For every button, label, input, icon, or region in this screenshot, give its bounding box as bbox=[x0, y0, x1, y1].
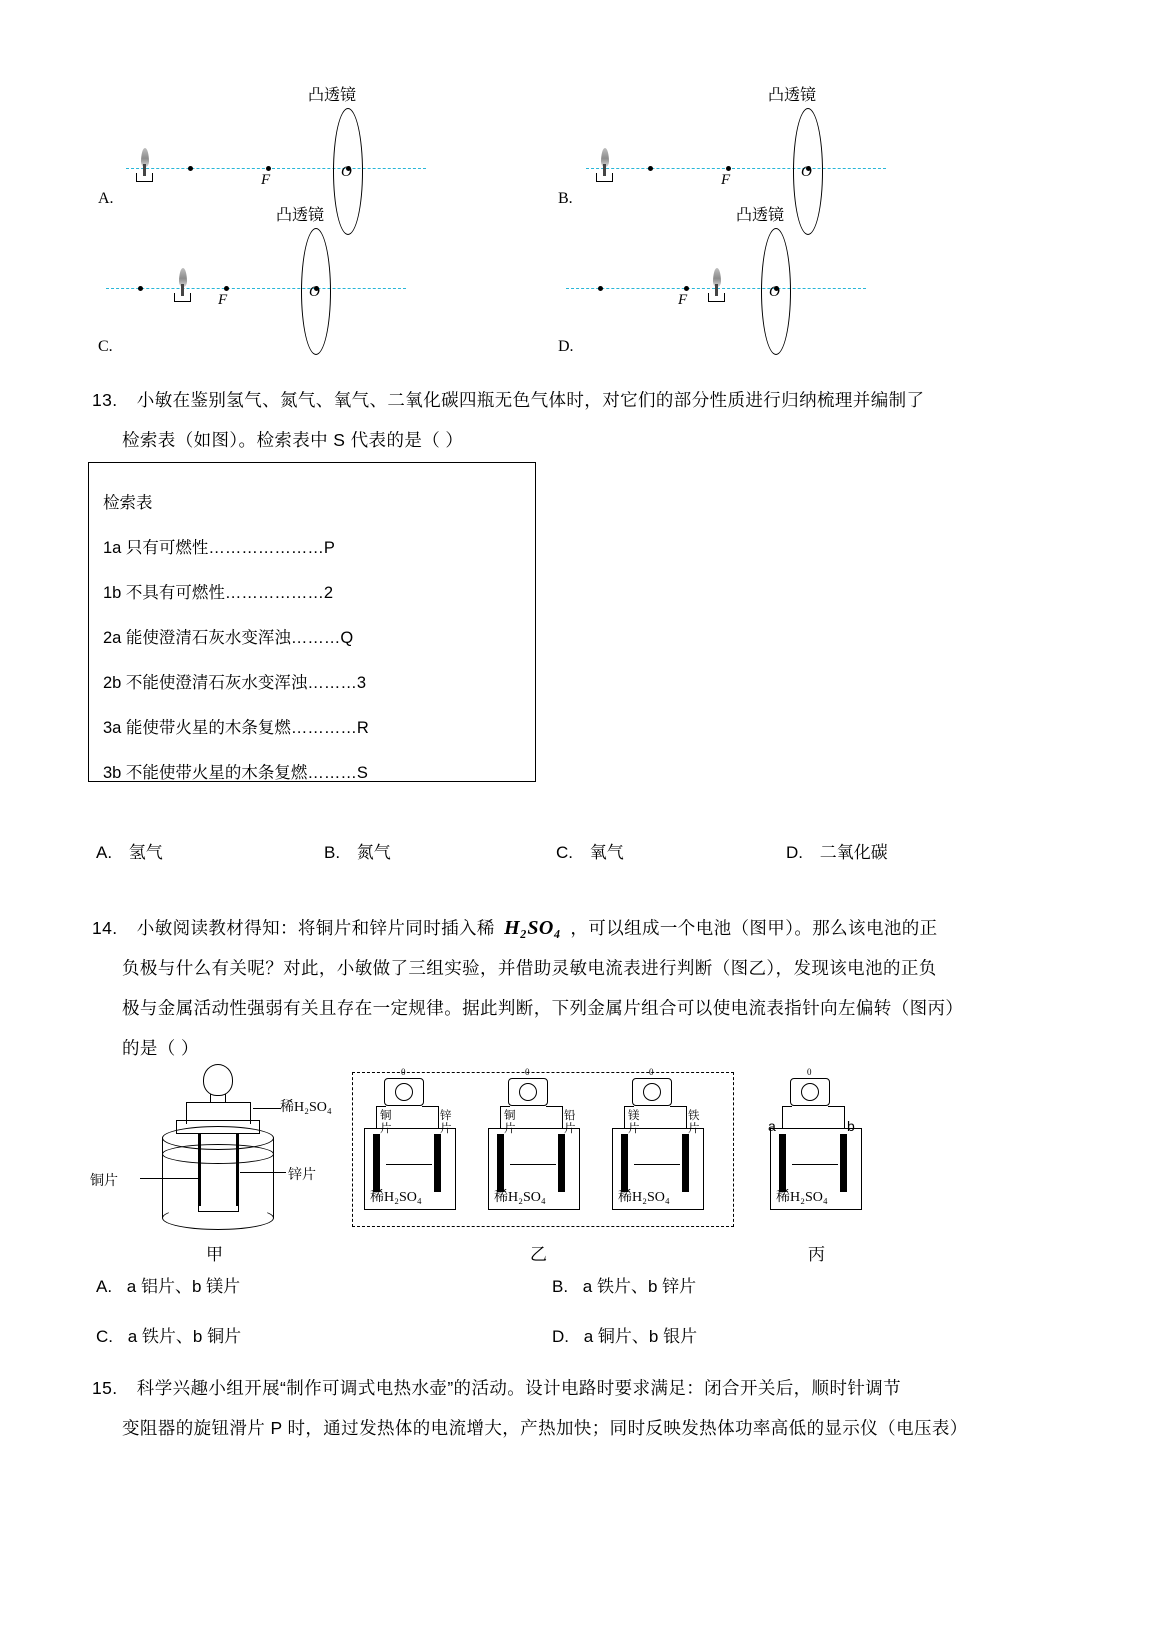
q13-options bbox=[96, 838, 1056, 866]
option-text: 二氧化碳 bbox=[819, 843, 888, 862]
q12-option-figures bbox=[96, 60, 1064, 370]
optical-axis bbox=[586, 168, 886, 169]
candle-base bbox=[136, 173, 153, 182]
q12-option-d bbox=[556, 208, 1026, 358]
q14-stem-line1 bbox=[92, 908, 1092, 948]
q14-line1-after: ，可以组成一个电池（图甲）。那么该电池的正 bbox=[570, 918, 938, 938]
q14-line1-before: 小敏阅读教材得知：将铜片和锌片同时插入稀 bbox=[136, 918, 495, 938]
q14-number: 14. bbox=[92, 918, 118, 938]
meter-dial bbox=[519, 1083, 537, 1101]
q13-stem bbox=[92, 380, 1082, 420]
q13-option-d[interactable] bbox=[786, 838, 888, 863]
electrode-left bbox=[497, 1134, 504, 1192]
galvanometer bbox=[790, 1067, 830, 1106]
option-key: C. bbox=[96, 1327, 113, 1346]
q13-option-a[interactable] bbox=[96, 838, 163, 863]
q12-option-b bbox=[556, 60, 1026, 210]
axis-point bbox=[138, 286, 143, 291]
option-key-d: D. bbox=[558, 338, 574, 355]
option-key: B. bbox=[324, 843, 341, 862]
focus-point bbox=[266, 166, 271, 171]
q12-option-c bbox=[96, 208, 566, 358]
option-key: A. bbox=[96, 1277, 113, 1296]
option-text: a 铝片、b 镁片 bbox=[126, 1277, 241, 1296]
q13-line2-wrap bbox=[122, 420, 1082, 460]
option-key-c: C. bbox=[98, 338, 113, 355]
key-table-row: 3b 不能使带火星的木条复燃………S bbox=[103, 764, 368, 782]
lens-caption: 凸透镜 bbox=[276, 207, 325, 224]
candle-object bbox=[136, 148, 154, 182]
axis-point bbox=[648, 166, 653, 171]
option-text: 氧气 bbox=[589, 843, 624, 862]
option-text: a 铁片、b 锌片 bbox=[582, 1277, 697, 1296]
option-key: D. bbox=[786, 843, 803, 862]
q14-option-d[interactable] bbox=[552, 1322, 697, 1347]
electrode-left bbox=[621, 1134, 628, 1192]
wire-top-left bbox=[376, 1106, 386, 1107]
liquid-level bbox=[634, 1164, 680, 1165]
electrode-left bbox=[373, 1134, 380, 1192]
q14-figures bbox=[90, 1060, 1070, 1264]
zinc-plate bbox=[236, 1134, 239, 1206]
wire-right bbox=[844, 1106, 845, 1128]
q15-number: 15. bbox=[92, 1378, 118, 1398]
q15-line1: 科学兴趣小组开展“制作可调式电热水壶”的活动。设计电路时要求满足：闭合开关后，顺时针调节 bbox=[136, 1378, 902, 1398]
center-label: O bbox=[341, 164, 352, 180]
option-text: a 铜片、b 银片 bbox=[583, 1327, 698, 1346]
center-label: O bbox=[309, 284, 320, 300]
figure-name-bing: 丙 bbox=[808, 1245, 825, 1264]
wire-top-left bbox=[500, 1106, 510, 1107]
galvanometer bbox=[632, 1067, 672, 1106]
electrode-a bbox=[779, 1134, 786, 1192]
label-plate-a: a bbox=[768, 1118, 776, 1134]
wire-left bbox=[782, 1106, 783, 1128]
meter-zero-label: 0 bbox=[401, 1067, 406, 1077]
q14-line3: 极与金属活动性强弱有关且存在一定规律。据此判断，下列金属片组合可以使电流表指针向左偏转（图丙） bbox=[122, 998, 964, 1018]
label-plate-b: b bbox=[847, 1118, 855, 1134]
liquid-level bbox=[510, 1164, 556, 1165]
callout-line-copper bbox=[140, 1178, 198, 1179]
optical-axis bbox=[106, 288, 406, 289]
wire-right bbox=[562, 1106, 563, 1128]
label-right-plate: 铅 片 bbox=[564, 1110, 576, 1135]
q14-line2: 负极与什么有关呢？对此，小敏做了三组实验，并借助灵敏电流表进行判断（图乙），发现该电池的正负 bbox=[122, 958, 937, 978]
key-table-row: 3a 能使带火星的木条复燃…………R bbox=[103, 719, 369, 737]
formula-h2so4: H₂SO₄ bbox=[504, 917, 562, 939]
plate-bottom-connector bbox=[198, 1204, 239, 1212]
candle-base bbox=[174, 293, 191, 302]
lens-caption: 凸透镜 bbox=[768, 87, 817, 104]
key-table-row: 2a 能使澄清石灰水变浑浊………Q bbox=[103, 629, 354, 647]
meter-dial bbox=[801, 1083, 819, 1101]
axis-point bbox=[598, 286, 603, 291]
option-key: A. bbox=[96, 843, 113, 862]
option-key: D. bbox=[552, 1327, 569, 1346]
figure-name-jia: 甲 bbox=[206, 1245, 223, 1264]
option-text: 氮气 bbox=[356, 843, 391, 862]
wire-top-right bbox=[828, 1106, 845, 1107]
galvanometer bbox=[508, 1067, 548, 1106]
candle-object bbox=[596, 148, 614, 182]
q14-option-a[interactable] bbox=[96, 1272, 240, 1297]
wire-top-right bbox=[670, 1106, 687, 1107]
meter-zero-label: 0 bbox=[525, 1067, 530, 1077]
q13-option-b[interactable] bbox=[324, 838, 391, 863]
candle-object bbox=[174, 268, 192, 302]
callout-line-zinc bbox=[240, 1172, 286, 1173]
key-table-row: 1b 不具有可燃性………………2 bbox=[103, 584, 334, 602]
focus-label: F bbox=[218, 292, 228, 308]
label-copper-plate: 铜片 bbox=[90, 1174, 118, 1189]
q12-option-a bbox=[96, 60, 566, 210]
key-table-title: 检索表 bbox=[103, 494, 153, 512]
label-acid: 稀H₂SO₄ bbox=[370, 1190, 422, 1205]
q14-option-b[interactable] bbox=[552, 1272, 696, 1297]
meter-dial bbox=[395, 1083, 413, 1101]
label-acid: 稀H₂SO₄ bbox=[494, 1190, 546, 1205]
focus-point bbox=[684, 286, 689, 291]
callout-line-acid bbox=[253, 1108, 281, 1109]
wire-top-right bbox=[546, 1106, 563, 1107]
label-zinc-plate: 锌片 bbox=[288, 1168, 316, 1183]
bulb-base bbox=[210, 1094, 226, 1103]
q13-key-table bbox=[88, 462, 536, 782]
optical-axis bbox=[126, 168, 426, 169]
option-text: 氢气 bbox=[128, 843, 163, 862]
q15-stem-line1 bbox=[92, 1368, 1102, 1408]
wire-left bbox=[624, 1106, 625, 1128]
q15-line2: 变阻器的旋钮滑片 P 时，通过发热体的电流增大，产热加快；同时反映发热体功率高低的显示仪（电压表） bbox=[122, 1418, 968, 1438]
copper-plate bbox=[198, 1134, 201, 1206]
wire-right bbox=[686, 1106, 687, 1128]
liquid-level bbox=[792, 1164, 838, 1165]
electrode-b bbox=[840, 1134, 847, 1192]
q13-option-c[interactable] bbox=[556, 838, 624, 863]
wire-top-left bbox=[186, 1102, 211, 1103]
q13-line1: 小敏在鉴别氢气、氮气、氧气、二氧化碳四瓶无色气体时，对它们的部分性质进行归纳梳理并编制了 bbox=[136, 390, 925, 410]
meter-zero-label: 0 bbox=[807, 1067, 812, 1077]
option-key-b: B. bbox=[558, 190, 573, 207]
bulb-icon bbox=[203, 1064, 233, 1096]
wire-top-right bbox=[422, 1106, 439, 1107]
galvanometer bbox=[384, 1067, 424, 1106]
liquid-surface bbox=[162, 1144, 274, 1164]
focus-point bbox=[224, 286, 229, 291]
option-key: C. bbox=[556, 843, 573, 862]
wire-top-right bbox=[225, 1102, 251, 1103]
electrode-right bbox=[682, 1134, 689, 1192]
center-label: O bbox=[769, 284, 780, 300]
wire-left bbox=[376, 1106, 377, 1128]
q13-number: 13. bbox=[92, 390, 118, 410]
wire-right bbox=[438, 1106, 439, 1128]
axis-point bbox=[188, 166, 193, 171]
focus-label: F bbox=[721, 172, 731, 188]
q14-line2-wrap bbox=[122, 948, 1102, 988]
q14-line4: 的是（ ） bbox=[122, 1038, 199, 1058]
q14-option-c[interactable] bbox=[96, 1322, 241, 1347]
meter-dial bbox=[643, 1083, 661, 1101]
wire-top-left bbox=[782, 1106, 792, 1107]
figure-name-yi: 乙 bbox=[530, 1245, 547, 1264]
meter-zero-label: 0 bbox=[649, 1067, 654, 1077]
q15-line2-wrap bbox=[122, 1408, 1132, 1448]
option-text: a 铁片、b 铜片 bbox=[127, 1327, 242, 1346]
center-label: O bbox=[801, 164, 812, 180]
focus-point bbox=[726, 166, 731, 171]
option-key-a: A. bbox=[98, 190, 114, 207]
key-table-row: 2b 不能使澄清石灰水变浑浊………3 bbox=[103, 674, 367, 692]
candle-object bbox=[708, 268, 726, 302]
label-left-plate: 镁 片 bbox=[628, 1110, 640, 1135]
focus-label: F bbox=[261, 172, 271, 188]
option-key: B. bbox=[552, 1277, 569, 1296]
label-right-plate: 锌 片 bbox=[440, 1110, 452, 1135]
q13-line2: 检索表（如图）。检索表中 S 代表的是（ ） bbox=[122, 430, 464, 450]
q14-line3-wrap bbox=[122, 988, 1102, 1028]
label-dilute-acid: 稀H₂SO₄ bbox=[280, 1100, 332, 1115]
wire-top-left bbox=[624, 1106, 634, 1107]
label-left-plate: 铜 片 bbox=[504, 1110, 516, 1135]
lens-caption: 凸透镜 bbox=[736, 207, 785, 224]
electrode-right bbox=[434, 1134, 441, 1192]
lens-caption: 凸透镜 bbox=[308, 87, 357, 104]
label-acid: 稀H₂SO₄ bbox=[776, 1190, 828, 1205]
key-table-row: 1a 只有可燃性…………………P bbox=[103, 539, 335, 557]
label-left-plate: 铜 片 bbox=[380, 1110, 392, 1135]
label-right-plate: 铁 片 bbox=[688, 1110, 700, 1135]
candle-base bbox=[708, 293, 725, 302]
electrode-right bbox=[558, 1134, 565, 1192]
label-acid: 稀H₂SO₄ bbox=[618, 1190, 670, 1205]
candle-base bbox=[596, 173, 613, 182]
focus-label: F bbox=[678, 292, 688, 308]
wire-left bbox=[500, 1106, 501, 1128]
liquid-level bbox=[386, 1164, 432, 1165]
